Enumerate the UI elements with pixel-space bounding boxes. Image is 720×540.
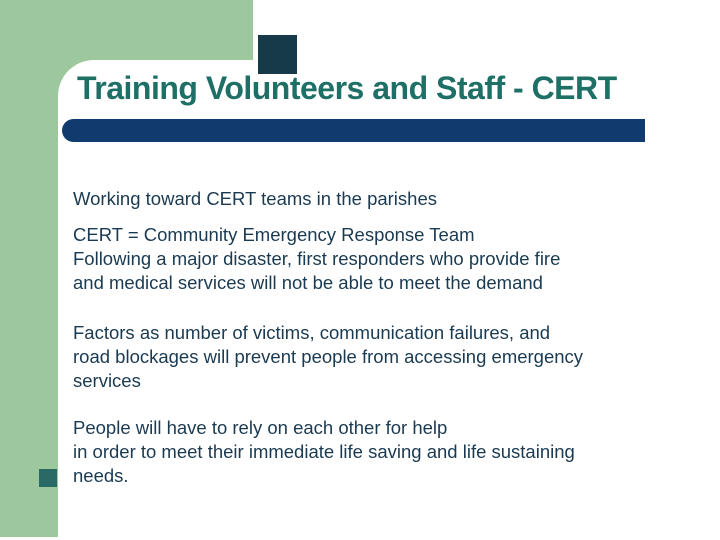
body-line: services — [73, 370, 141, 391]
body-paragraph — [73, 416, 673, 488]
body-line: road blockages will prevent people from accessing emergency — [73, 346, 584, 367]
body-line: needs. — [73, 465, 129, 486]
body-paragraph — [73, 321, 673, 393]
slide-title: Training Volunteers and Staff - CERT — [77, 70, 617, 106]
body-paragraph — [73, 223, 673, 295]
body-line: Following a major disaster, first responders who provide fire — [73, 248, 561, 269]
body-line: People will have to rely on each other for help — [73, 417, 448, 438]
title-underline-bar — [62, 119, 645, 142]
body-line: Factors as number of victims, communication failures, and — [73, 322, 551, 343]
body-line: CERT = Community Emergency Response Team — [73, 224, 475, 245]
bottom-accent-square — [39, 469, 57, 487]
top-accent-square — [258, 35, 297, 74]
body-paragraph — [73, 187, 673, 211]
body-line: in order to meet their immediate life saving and life sustaining — [73, 441, 575, 462]
body-line: and medical services will not be able to meet the demand — [73, 272, 543, 293]
body-line: Working toward CERT teams in the parishes — [73, 188, 437, 209]
